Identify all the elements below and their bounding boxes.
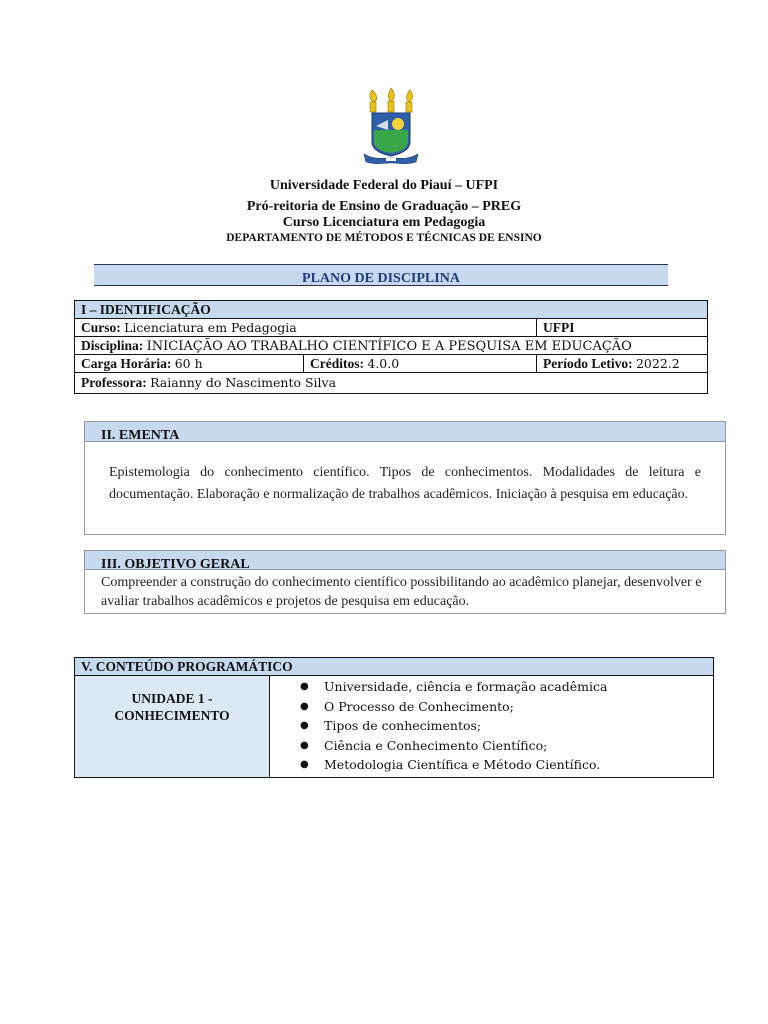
disciplina-label: Disciplina: [81, 337, 144, 353]
professora-cell [75, 373, 708, 394]
carga-label: Carga Horária: [81, 355, 172, 371]
curso-cell [75, 319, 537, 337]
periodo-value: 2022.2 [635, 355, 680, 371]
disciplina-cell [75, 337, 708, 355]
creditos-label: Créditos: [310, 355, 364, 371]
carga-cell [75, 355, 304, 373]
identification-header: I – IDENTIFICAÇÃO [75, 301, 708, 319]
list-item: ● Universidade, ciência e formação acadêmica [296, 677, 713, 697]
conteudo-table [74, 657, 714, 778]
table-row [75, 301, 708, 319]
periodo-label: Período Letivo: [543, 355, 633, 371]
unidade-label: UNIDADE 1 - CONHECIMENTO [75, 676, 270, 778]
topics-list [270, 676, 713, 777]
plano-title: PLANO DE DISCIPLINA [94, 264, 668, 286]
course-name: Curso Licenciatura em Pedagogia [282, 215, 486, 230]
pro-reitoria: Pró-reitoria de Ensino de Graduação – PREG [246, 199, 522, 214]
ementa-section [84, 421, 726, 535]
table-row [75, 676, 714, 778]
curso-value: Licenciatura em Pedagogia [124, 319, 297, 335]
objetivo-text: Compreender a construção do conhecimento científico possibilitando ao acadêmico planejar, desenvolver e avaliar trabalhos acadêmicos e projetos de pesquisa em educação. [101, 575, 702, 609]
conteudo-header: V. CONTEÚDO PROGRAMÁTICO [75, 658, 714, 676]
instituicao-cell: UFPI [537, 319, 708, 337]
table-row [75, 355, 708, 373]
professora-value: Raianny do Nascimento Silva [150, 375, 337, 390]
creditos-value: 4.0.0 [367, 355, 400, 371]
table-row [75, 373, 708, 394]
periodo-cell [537, 355, 708, 373]
ementa-text: Epistemologia do conhecimento científico. Tipos de conhecimentos. Modalidades de leitura e documentação. Elaboração e normalização de trabalhos acadêmicos. Iniciação à pesquisa em educação. [109, 465, 701, 502]
list-item: ● Metodologia Científica e Método Científico. [296, 755, 713, 775]
table-row [75, 337, 708, 355]
table-row [75, 658, 714, 676]
identification-table [74, 300, 708, 394]
ementa-title: II. EMENTA [85, 422, 725, 442]
objetivo-section [84, 550, 726, 614]
university-name: Universidade Federal do Piauí – UFPI [269, 178, 499, 193]
topics-cell [270, 676, 714, 778]
list-item: ● Ciência e Conhecimento Científico; [296, 736, 713, 756]
disciplina-value: INICIAÇÃO AO TRABALHO CIENTÍFICO E A PESQUISA EM EDUCAÇÃO [146, 338, 632, 354]
objetivo-title: III. OBJETIVO GERAL [85, 551, 725, 570]
professora-label: Professora: [81, 375, 147, 390]
list-item: ● O Processo de Conhecimento; [296, 697, 713, 717]
creditos-cell [304, 355, 537, 373]
list-item: ● Tipos de conhecimentos; [296, 716, 713, 736]
ufpi-crest-icon [360, 86, 422, 166]
table-row [75, 319, 708, 337]
curso-label: Curso: [81, 319, 121, 335]
department-name: DEPARTAMENTO DE MÉTODOS E TÉCNICAS DE ENSINO [226, 232, 542, 244]
carga-value: 60 h [174, 355, 203, 371]
